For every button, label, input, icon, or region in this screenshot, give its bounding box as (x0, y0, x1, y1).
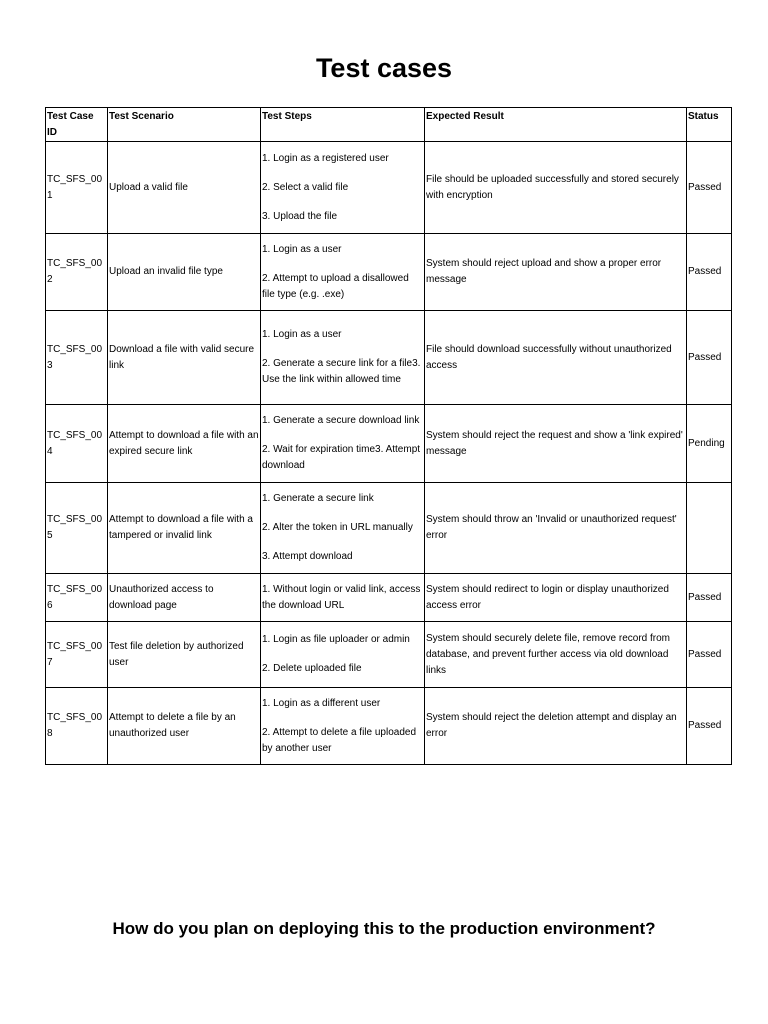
test-scenario-cell: Test file deletion by authorized user (108, 622, 261, 688)
test-step: 2. Generate a secure link for a file3. Use the link within allowed time (262, 358, 421, 385)
table-row (46, 622, 732, 688)
table-row (46, 688, 732, 765)
test-steps-cell (261, 405, 425, 483)
expected-result-cell: File should download successfully without unauthorized access (425, 311, 687, 405)
table-row (46, 142, 732, 234)
test-steps-cell (261, 688, 425, 765)
test-steps-cell (261, 622, 425, 688)
column-header-test-steps: Test Steps (261, 108, 425, 142)
test-steps-cell (261, 234, 425, 311)
test-step: 2. Select a valid file (262, 181, 349, 193)
test-step: 1. Generate a secure download link (262, 415, 420, 426)
table-row (46, 483, 732, 574)
test-steps-cell (261, 574, 425, 622)
test-step: 1. Login as a user (262, 329, 342, 340)
test-step: 2. Wait for expiration time3. Attempt download (262, 444, 421, 471)
status-cell: Passed (687, 574, 732, 622)
test-step: 1. Login as a user (262, 243, 342, 255)
test-case-id-cell: TC_SFS_004 (46, 405, 108, 483)
expected-result-cell: System should throw an 'Invalid or unauthorized request' error (425, 483, 687, 574)
table-row (46, 574, 732, 622)
expected-result-cell: System should reject the request and show a 'link expired' message (425, 405, 687, 483)
status-cell: Passed (687, 234, 732, 311)
test-step: 2. Alter the token in URL manually (262, 522, 413, 533)
test-step: 2. Delete uploaded file (262, 663, 362, 674)
test-scenario-cell: Upload an invalid file type (108, 234, 261, 311)
test-case-id-cell: TC_SFS_007 (46, 622, 108, 688)
test-step: 1. Generate a secure link (262, 493, 374, 504)
table-row (46, 311, 732, 405)
test-step: 1. Login as a registered user (262, 152, 389, 164)
test-step: 1. Without login or valid link, access the download URL (262, 583, 421, 611)
status-cell: Passed (687, 688, 732, 765)
test-steps-cell (261, 142, 425, 234)
test-scenario-cell: Unauthorized access to download page (108, 574, 261, 622)
test-case-id-cell: TC_SFS_005 (46, 483, 108, 574)
expected-result-cell: System should redirect to login or display unauthorized access error (425, 574, 687, 622)
status-cell: Passed (687, 311, 732, 405)
test-scenario-cell: Upload a valid file (108, 142, 261, 234)
column-header-status: Status (687, 108, 732, 142)
column-header-test-scenario: Test Scenario (108, 108, 261, 142)
test-case-id-cell: TC_SFS_008 (46, 688, 108, 765)
status-cell (687, 483, 732, 574)
test-steps-cell (261, 483, 425, 574)
table-row (46, 405, 732, 483)
column-header-test-case-id: Test Case ID (46, 108, 108, 142)
test-scenario-cell: Download a file with valid secure link (108, 311, 261, 405)
test-scenario-cell: Attempt to download a file with an expired secure link (108, 405, 261, 483)
expected-result-cell: System should reject upload and show a proper error message (425, 234, 687, 311)
test-scenario-cell: Attempt to delete a file by an unauthorized user (108, 688, 261, 765)
table-row (46, 234, 732, 311)
test-scenario-cell: Attempt to download a file with a tampered or invalid link (108, 483, 261, 574)
column-header-expected-result: Expected Result (425, 108, 687, 142)
test-step: 1. Login as a different user (262, 697, 381, 709)
test-step: 2. Attempt to upload a disallowed file type (e.g. .exe) (262, 272, 409, 300)
test-step: 1. Login as file uploader or admin (262, 634, 410, 645)
table-header-row (46, 108, 732, 142)
test-step: 3. Upload the file (262, 210, 338, 222)
expected-result-cell: System should securely delete file, remove record from database, and prevent further access via old download links (425, 622, 687, 688)
deployment-question: How do you plan on deploying this to the production environment? (112, 919, 656, 938)
test-case-id-cell: TC_SFS_003 (46, 311, 108, 405)
test-case-id-cell: TC_SFS_006 (46, 574, 108, 622)
status-cell: Pending (687, 405, 732, 483)
test-case-id-cell: TC_SFS_001 (46, 142, 108, 234)
test-step: 2. Attempt to delete a file uploaded by another user (262, 726, 416, 754)
page-title: Test cases (315, 53, 453, 83)
status-cell: Passed (687, 142, 732, 234)
test-step: 3. Attempt download (262, 551, 353, 562)
expected-result-cell: System should reject the deletion attempt and display an error (425, 688, 687, 765)
expected-result-cell: File should be uploaded successfully and stored securely with encryption (425, 142, 687, 234)
test-cases-table (45, 107, 732, 765)
status-cell: Passed (687, 622, 732, 688)
test-case-id-cell: TC_SFS_002 (46, 234, 108, 311)
test-steps-cell (261, 311, 425, 405)
